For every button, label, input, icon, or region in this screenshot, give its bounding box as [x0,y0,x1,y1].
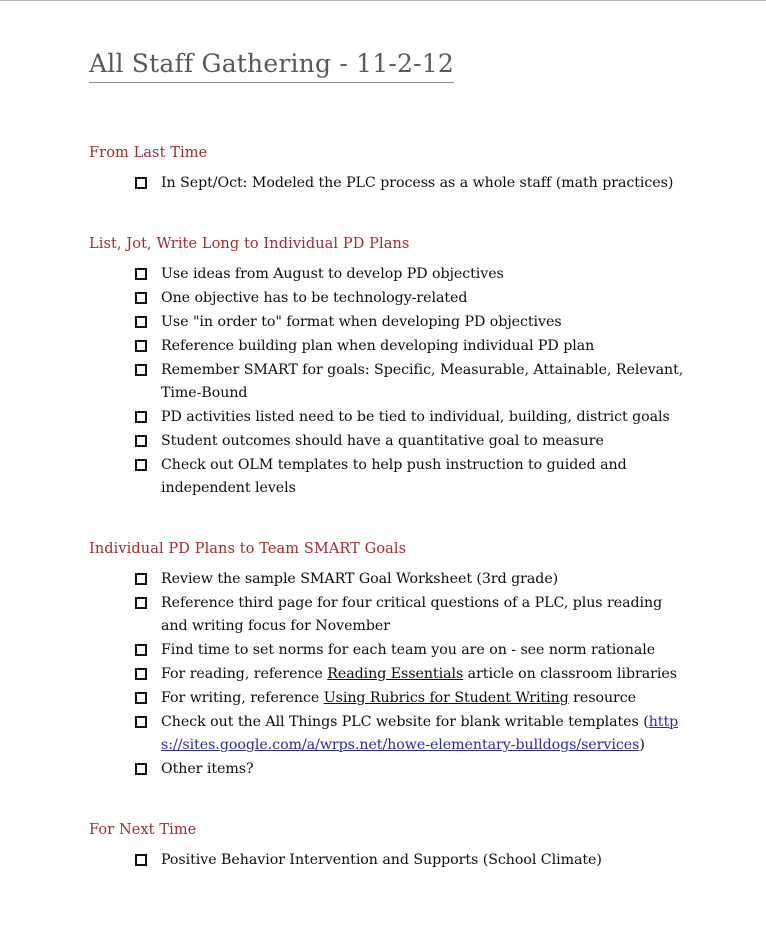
checklist-item-label: Student outcomes should have a quantitative goal to measure [161,433,604,449]
checkbox-icon[interactable] [135,763,147,775]
checklist [89,263,689,500]
checklist-item-label: Check out OLM templates to help push instruction to guided and independent levels [161,457,627,496]
checklist-item[interactable] [135,430,689,453]
checklist-item-label: Reference third page for four critical questions of a PLC, plus reading and writing focus for November [161,595,663,634]
text-run: For reading, reference [161,666,328,682]
text-run: For writing, reference [161,690,324,706]
checklist-item-label: Positive Behavior Intervention and Supports (School Climate) [161,852,602,868]
checklist-item-label [161,666,677,682]
checklist-item[interactable] [135,568,689,591]
checkbox-icon[interactable] [135,644,147,656]
checklist-item[interactable] [135,287,689,310]
checklist-item-label [161,690,636,706]
checkbox-icon[interactable] [135,573,147,585]
checklist-item-label: Use ideas from August to develop PD objectives [161,266,504,282]
checklist [89,172,689,195]
checklist [89,568,689,781]
checklist-item[interactable] [135,454,689,500]
checklist-item-label: One objective has to be technology-related [161,290,468,306]
checklist-item-label: Find time to set norms for each team you are on - see norm rationale [161,642,656,658]
checkbox-icon[interactable] [135,364,147,376]
text-run: article on classroom libraries [463,666,677,682]
checkbox-icon[interactable] [135,854,147,866]
section-heading: From Last Time [89,145,208,161]
checklist-item[interactable] [135,406,689,429]
checklist-item[interactable] [135,335,689,358]
checklist-item[interactable] [135,359,689,405]
checkbox-icon[interactable] [135,597,147,609]
checkbox-icon[interactable] [135,716,147,728]
checkbox-icon[interactable] [135,459,147,471]
text-run: resource [568,690,637,706]
checklist-item[interactable] [135,687,689,710]
checkbox-icon[interactable] [135,435,147,447]
section-heading: Individual PD Plans to Team SMART Goals [89,541,407,557]
section [89,821,689,872]
checklist-item-label [161,714,678,753]
section-heading: For Next Time [89,822,197,838]
checklist-item[interactable] [135,311,689,334]
sections-container [89,144,689,872]
resource-title: Reading Essentials [327,666,464,682]
checkbox-icon[interactable] [135,411,147,423]
section [89,235,689,500]
checklist-item[interactable] [135,172,689,195]
external-link[interactable]: https://sites.google.com/a/wrps.net/howe-elementary-bulldogs/services [161,714,679,753]
resource-title: Using Rubrics for Student Writing [323,690,569,706]
checklist-item[interactable] [135,663,689,686]
checklist-item-label: In Sept/Oct: Modeled the PLC process as a whole staff (math practices) [161,175,674,191]
checklist-item[interactable] [135,592,689,638]
checklist-item-label: Reference building plan when developing individual PD plan [161,338,595,354]
checklist-item-label: Use "in order to" format when developing PD objectives [161,314,562,330]
checklist-item[interactable] [135,711,689,757]
checkbox-icon[interactable] [135,268,147,280]
page-title: All Staff Gathering - 11-2-12 [89,48,454,83]
section [89,144,689,195]
checklist-item[interactable] [135,639,689,662]
checklist [89,849,689,872]
checklist-item-label: Remember SMART for goals: Specific, Measurable, Attainable, Relevant, Time-Bound [161,362,684,401]
checklist-item[interactable] [135,758,689,781]
checklist-item-label: PD activities listed need to be tied to individual, building, district goals [161,409,670,425]
checkbox-icon[interactable] [135,177,147,189]
checkbox-icon[interactable] [135,340,147,352]
checklist-item[interactable] [135,849,689,872]
checkbox-icon[interactable] [135,668,147,680]
checklist-item-label: Other items? [161,761,254,777]
document-body [89,48,689,873]
checklist-item[interactable] [135,263,689,286]
checklist-item-label: Review the sample SMART Goal Worksheet (3rd grade) [161,571,559,587]
text-run: Check out the All Things PLC website for blank writable templates ( [161,714,649,730]
text-run: ) [639,737,645,753]
checkbox-icon[interactable] [135,292,147,304]
section-heading: List, Jot, Write Long to Individual PD Plans [89,236,410,252]
section [89,540,689,781]
checkbox-icon[interactable] [135,692,147,704]
checkbox-icon[interactable] [135,316,147,328]
